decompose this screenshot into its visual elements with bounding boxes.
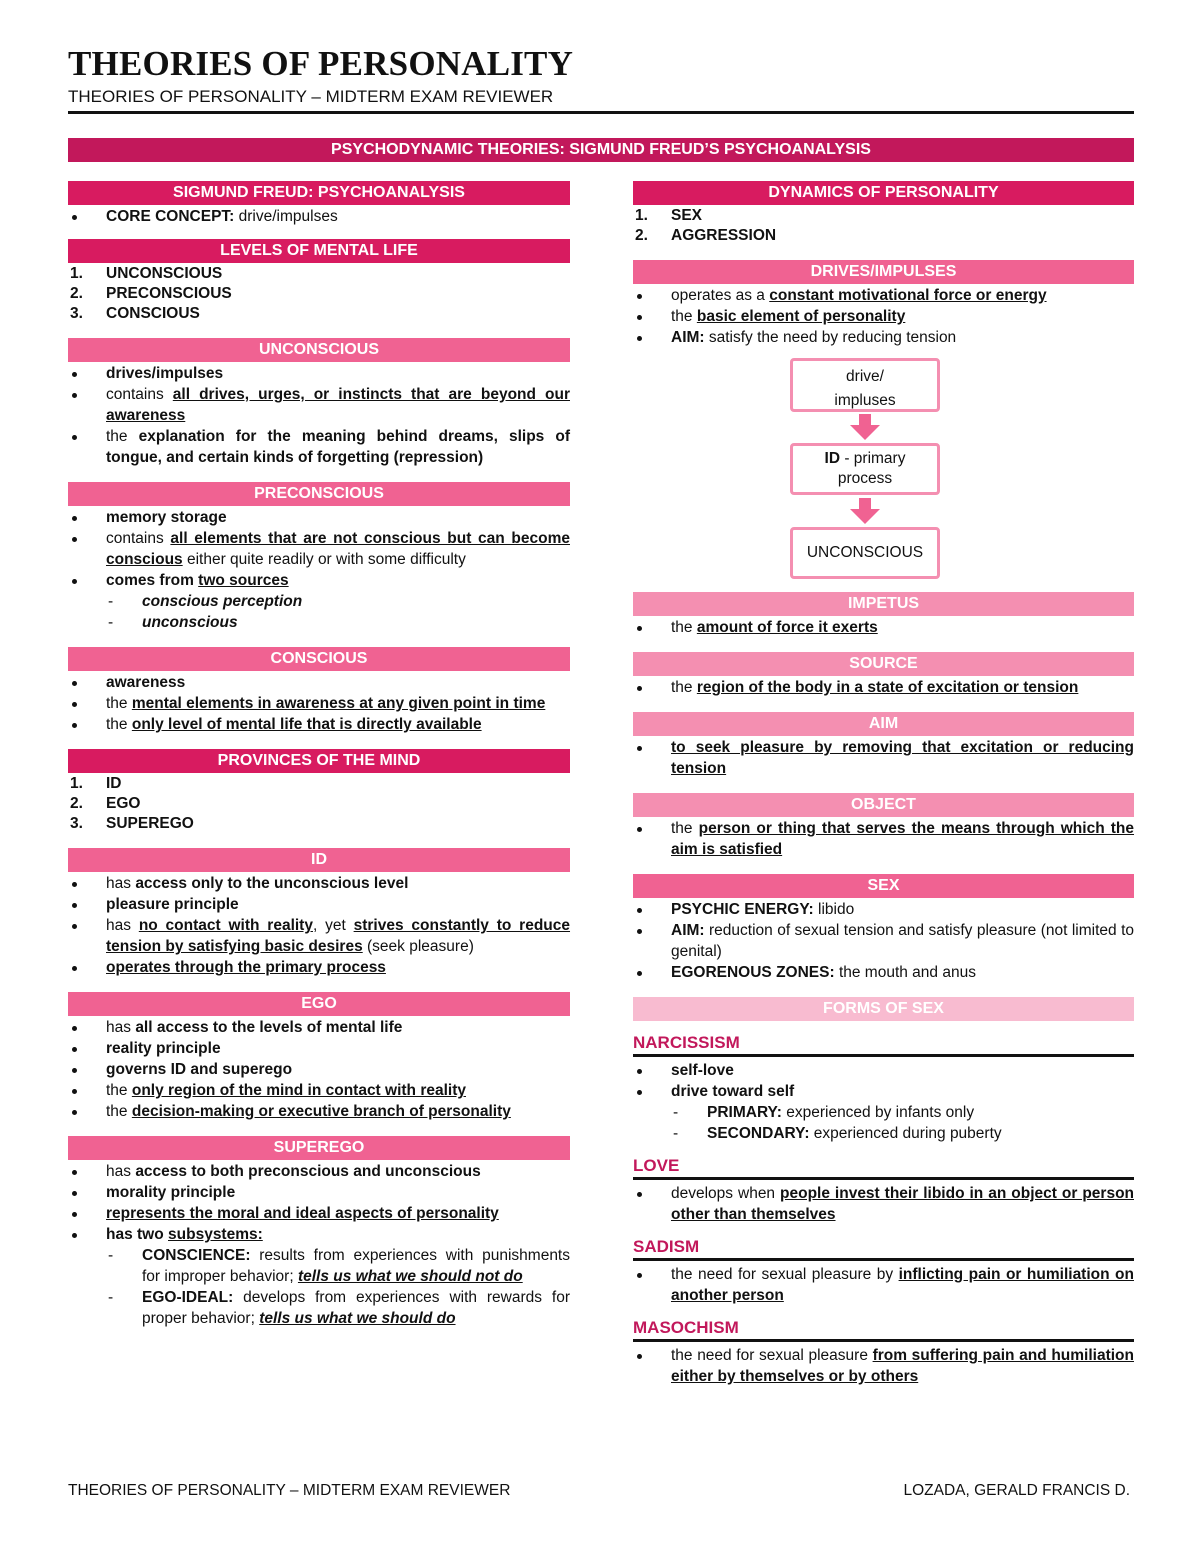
- list-item: 3. CONSCIOUS: [70, 305, 200, 322]
- list-item: self-love: [633, 1060, 1134, 1081]
- list-item: 2. PRECONSCIOUS: [70, 285, 232, 302]
- section-header: FORMS OF SEX: [633, 997, 1134, 1021]
- section-header: PRECONSCIOUS: [68, 482, 570, 506]
- list-item: morality principle: [68, 1182, 570, 1203]
- footer-left: THEORIES OF PERSONALITY – MIDTERM EXAM REVIEWER: [68, 1482, 511, 1499]
- section-header: DRIVES/IMPULSES: [633, 260, 1134, 284]
- flow-box-id: ID - primary process: [790, 443, 940, 495]
- subsection-divider: [633, 1258, 1134, 1261]
- list-item: 1. ID: [70, 775, 122, 792]
- list-item: the only region of the mind in contact with reality: [68, 1080, 570, 1101]
- subsection-divider: [633, 1339, 1134, 1342]
- list-item: AIM: satisfy the need by reducing tension: [633, 327, 1134, 348]
- list-item: the decision-making or executive branch of personality: [68, 1101, 570, 1122]
- section-header: CONSCIOUS: [68, 647, 570, 671]
- list-item: represents the moral and ideal aspects of personality: [68, 1203, 570, 1224]
- list-item: pleasure principle: [68, 894, 570, 915]
- list-item: 2. AGGRESSION: [635, 227, 777, 244]
- sub-item: - unconscious: [106, 612, 570, 633]
- section-header: UNCONSCIOUS: [68, 338, 570, 362]
- section-preconscious: [68, 482, 570, 633]
- section-header: PROVINCES OF THE MIND: [68, 749, 570, 773]
- list-item: 2. EGO: [70, 795, 141, 812]
- list-item: EGORENOUS ZONES: the mouth and anus: [633, 962, 1134, 983]
- footer-right: LOZADA, GERALD FRANCIS D.: [903, 1482, 1130, 1499]
- section-aim: [633, 712, 1134, 779]
- section-header: SOURCE: [633, 652, 1134, 676]
- list-item: governs ID and superego: [68, 1059, 570, 1080]
- section-source: [633, 652, 1134, 698]
- section-header: SEX: [633, 874, 1134, 898]
- list-item: develops when people invest their libido in an object or person other than themselves: [633, 1183, 1134, 1225]
- list-item: has all access to the levels of mental life: [68, 1017, 570, 1038]
- down-arrow-icon: [850, 414, 880, 440]
- list-item: operates as a constant motivational force or energy: [633, 285, 1134, 306]
- left-column: [68, 181, 570, 1343]
- list-item: drives/impulses: [68, 363, 570, 384]
- flow-box-unconscious: UNCONSCIOUS: [790, 527, 940, 579]
- list-item: the need for sexual pleasure from suffering pain and humiliation either by themselves or by others: [633, 1345, 1134, 1387]
- section-levels: [68, 239, 570, 324]
- list-item: has access to both preconscious and unconscious: [68, 1161, 570, 1182]
- main-section-banner: PSYCHODYNAMIC THEORIES: SIGMUND FREUD’S PSYCHOANALYSIS: [68, 138, 1134, 162]
- document-page: [68, 44, 1134, 1534]
- list-item: the only level of mental life that is directly available: [68, 714, 570, 735]
- list-item: the need for sexual pleasure by inflicting pain or humiliation on another person: [633, 1264, 1134, 1306]
- list-item: 3. SUPEREGO: [70, 815, 194, 832]
- section-header: IMPETUS: [633, 592, 1134, 616]
- section-header: SUPEREGO: [68, 1136, 570, 1160]
- subsection-title: LOVE: [633, 1156, 680, 1175]
- list-item: the explanation for the meaning behind dreams, slips of tongue, and certain kinds of forgetting (repression): [68, 426, 570, 468]
- list-item: the basic element of personality: [633, 306, 1134, 327]
- section-conscious: [68, 647, 570, 735]
- subsection-title: MASOCHISM: [633, 1318, 739, 1337]
- section-ego: [68, 992, 570, 1122]
- section-sex: [633, 874, 1134, 983]
- sub-item: - EGO-IDEAL: develops from experiences with rewards for proper behavior; tells us what we should do: [106, 1287, 570, 1329]
- list-item: AIM: reduction of sexual tension and satisfy pleasure (not limited to genital): [633, 920, 1134, 962]
- section-header: AIM: [633, 712, 1134, 736]
- list-item: the region of the body in a state of excitation or tension: [633, 677, 1134, 698]
- list-item: the mental elements in awareness at any given point in time: [68, 693, 570, 714]
- section-header: OBJECT: [633, 793, 1134, 817]
- sub-item: - conscious perception: [106, 591, 570, 612]
- list-item: contains all elements that are not conscious but can become conscious either quite readily or with some difficulty: [68, 528, 570, 570]
- section-provinces: [68, 749, 570, 834]
- section-header: EGO: [68, 992, 570, 1016]
- list-item: drive toward self - PRIMARY: experienced by infants only - SECONDARY: experienced during puberty: [633, 1081, 1134, 1144]
- sub-item: - SECONDARY: experienced during puberty: [671, 1123, 1134, 1144]
- flow-diagram: [633, 358, 1134, 588]
- section-superego: [68, 1136, 570, 1329]
- subsection-divider: [633, 1054, 1134, 1057]
- section-header: LEVELS OF MENTAL LIFE: [68, 239, 570, 263]
- list-item: has no contact with reality, yet strives constantly to reduce tension by satisfying basic desires (seek pleasure): [68, 915, 570, 957]
- sub-item: - PRIMARY: experienced by infants only: [671, 1102, 1134, 1123]
- list-item: reality principle: [68, 1038, 570, 1059]
- flow-box-drive: drive/ impluses: [790, 358, 940, 412]
- list-item: to seek pleasure by removing that excitation or reducing tension: [633, 737, 1134, 779]
- list-item: memory storage: [68, 507, 570, 528]
- page-title: THEORIES OF PERSONALITY: [68, 44, 574, 83]
- list-item: the person or thing that serves the means through which the aim is satisfied: [633, 818, 1134, 860]
- section-header: SIGMUND FREUD: PSYCHOANALYSIS: [68, 181, 570, 205]
- sub-item: - CONSCIENCE: results from experiences with punishments for improper behavior; tells us what we should not do: [106, 1245, 570, 1287]
- list-item: operates through the primary process: [68, 957, 570, 978]
- section-forms-of-sex: [633, 997, 1134, 1387]
- list-item: awareness: [68, 672, 570, 693]
- right-column: [633, 181, 1134, 1387]
- page-subtitle: THEORIES OF PERSONALITY – MIDTERM EXAM REVIEWER: [68, 87, 554, 106]
- list-item: has access only to the unconscious level: [68, 873, 570, 894]
- list-item: CORE CONCEPT: drive/impulses: [68, 206, 570, 227]
- list-item: has two subsystems: - CONSCIENCE: results from experiences with punishments for improper behavior; tells us what we should not do - EGO-IDEAL: develops from experiences with rewards for proper behavior; tells us what we should do: [68, 1224, 570, 1329]
- section-id: [68, 848, 570, 978]
- list-item: comes from two sources - conscious perception - unconscious: [68, 570, 570, 633]
- subsection-title: SADISM: [633, 1237, 700, 1256]
- section-object: [633, 793, 1134, 860]
- section-freud: [68, 181, 570, 227]
- list-item: 1. SEX: [635, 207, 703, 224]
- list-item: the amount of force it exerts: [633, 617, 1134, 638]
- subsection-title: NARCISSISM: [633, 1033, 740, 1052]
- list-item: contains all drives, urges, or instincts that are beyond our awareness: [68, 384, 570, 426]
- section-unconscious: [68, 338, 570, 468]
- list-item: PSYCHIC ENERGY: libido: [633, 899, 1134, 920]
- down-arrow-icon: [850, 498, 880, 524]
- section-impetus: [633, 592, 1134, 638]
- subsection-divider: [633, 1177, 1134, 1180]
- section-header: ID: [68, 848, 570, 872]
- section-header: DYNAMICS OF PERSONALITY: [633, 181, 1134, 205]
- list-item: 1. UNCONSCIOUS: [70, 265, 223, 282]
- section-drives: [633, 260, 1134, 588]
- title-divider: [68, 111, 1134, 114]
- section-dynamics: [633, 181, 1134, 246]
